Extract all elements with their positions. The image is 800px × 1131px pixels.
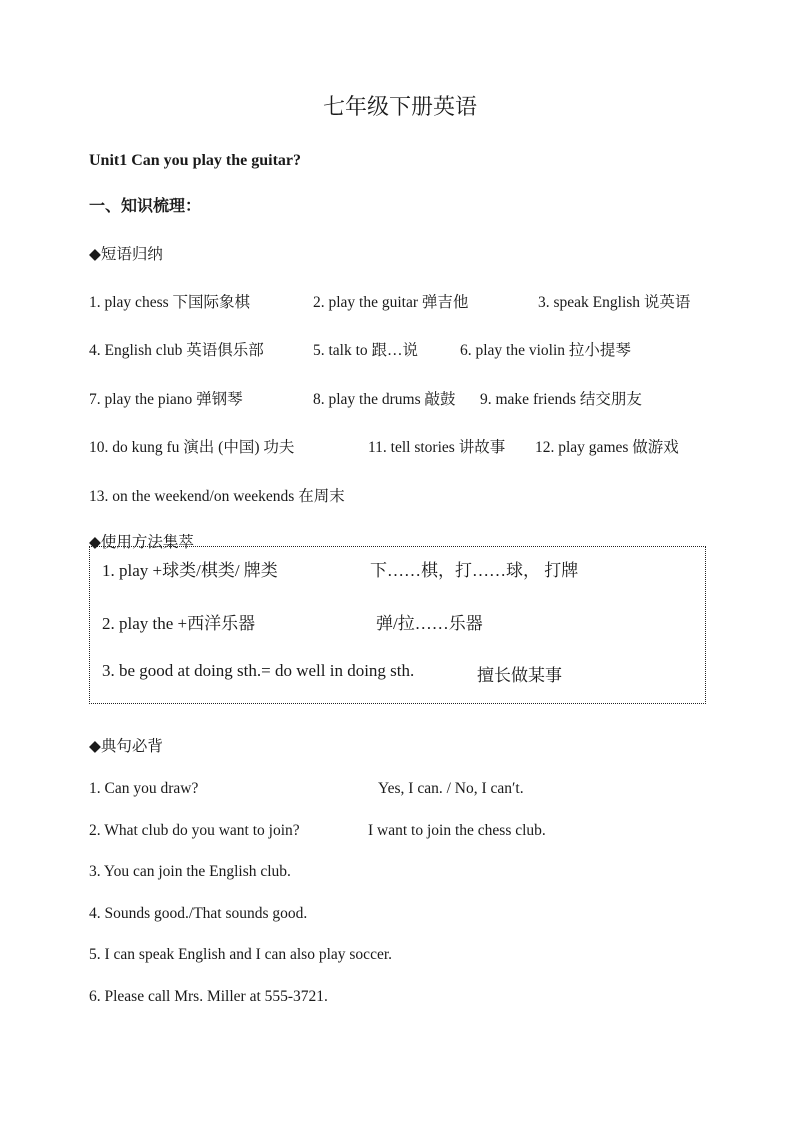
sentence-question: 5. I can speak English and I can also play soccer. [89,946,393,963]
phrase-item: 2. play the guitar 弹吉他 [313,294,469,311]
sentence-question: 6. Please call Mrs. Miller at 555-3721. [89,988,328,1005]
phrase-item: 7. play the piano 弹钢琴 [89,391,243,408]
sentence-question: 4. Sounds good./That sounds good. [89,905,308,922]
phrase-item: 8. play the drums 敲鼓 [313,391,456,408]
usage-item-right: 弹/拉……乐器 [376,614,483,633]
usage-item-left: 1. play +球类/棋类/ 牌类 [102,561,278,580]
sentence-question: 2. What club do you want to join? [89,822,300,839]
phrase-item: 13. on the weekend/on weekends 在周末 [89,488,345,505]
sentence-question: 1. Can you draw? [89,780,199,797]
phrase-item: 6. play the violin 拉小提琴 [460,342,631,359]
sentences-heading: ◆典句必背 [89,738,163,755]
phrase-item: 5. talk to 跟…说 [313,342,419,359]
usage-item-right: 擅长做某事 [477,666,562,685]
usage-item-left: 2. play the +西洋乐器 [102,614,256,633]
sentence-question: 3. You can join the English club. [89,863,291,880]
phrase-item: 1. play chess 下国际象棋 [89,294,251,311]
usage-item-right: 下……棋，打……球， 打牌 [370,561,579,580]
phrase-item: 11. tell stories 讲故事 [368,439,506,456]
usage-heading: ◆使用方法集萃 [89,534,194,551]
phrase-item: 12. play games 做游戏 [535,439,679,456]
phrases-heading: ◆短语归纳 [89,246,163,263]
sentence-answer: Yes, I can. / No, I can′t. [378,780,524,797]
usage-item-left: 3. be good at doing sth.= do well in doing sth. [102,661,415,680]
unit-title: Unit1 Can you play the guitar? [89,152,302,169]
phrase-item: 10. do kung fu 演出 (中国) 功夫 [89,439,295,456]
section-heading: 一、知识梳理： [89,198,202,215]
phrase-item: 3. speak English 说英语 [538,294,691,311]
page-title: 七年级下册英语 [322,94,477,119]
phrase-item: 9. make friends 结交朋友 [480,391,642,408]
phrase-item: 4. English club 英语俱乐部 [89,342,264,359]
sentence-answer: I want to join the chess club. [368,822,546,839]
